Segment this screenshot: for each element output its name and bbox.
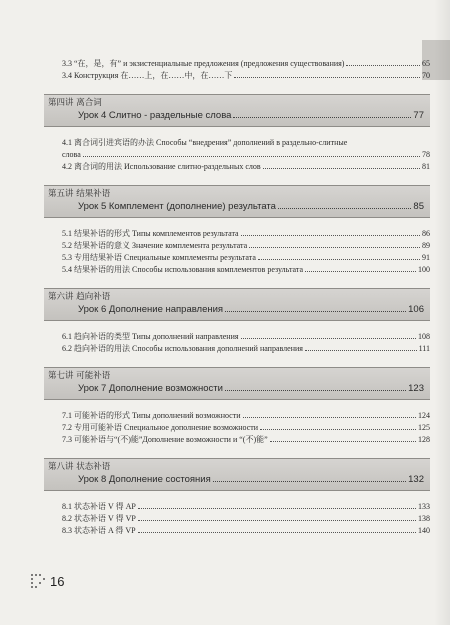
- toc-entry-title: 3.3 “在，是，有” и экзистенциальные предложения (предложения существования): [62, 59, 345, 68]
- toc-entry-title: 4.2 离合词的用法 Использование слитно-раздельных слов: [62, 162, 261, 171]
- toc-entry-page: 86: [422, 229, 430, 238]
- toc-entry-page: 108: [418, 332, 430, 341]
- toc-entry-page: 124: [418, 411, 430, 420]
- page-footer: [30, 573, 64, 589]
- toc-entry-title: 5.1 结果补语的形式 Типы комплементов результата: [62, 229, 239, 238]
- chapter-title-ru: Урок 7 Дополнение возможности: [78, 383, 223, 394]
- toc-entry-page: 140: [418, 526, 430, 535]
- chapter-page: 106: [408, 304, 424, 315]
- toc-entry-title: 7.3 可能补语与“(不)能”Дополнение возможности и “(不)能”: [62, 435, 268, 444]
- toc-entry-page: 81: [422, 162, 430, 171]
- chapter-3-entries: [44, 58, 430, 82]
- chapter-title-ru: Урок 4 Слитно - раздельные слова: [78, 110, 232, 121]
- chapter-title-zh: 第八讲 状态补语: [48, 462, 111, 472]
- leader-dots: [138, 520, 416, 521]
- chapter-heading-4[interactable]: [44, 94, 430, 127]
- chapter-title-ru-row: [44, 109, 430, 126]
- leader-dots: [305, 350, 417, 351]
- toc-entry-page: 138: [418, 514, 430, 523]
- toc-entry-page: 65: [422, 59, 430, 68]
- toc-entry-5-1[interactable]: [62, 228, 430, 240]
- toc-entry-title: 7.1 可能补语的形式 Типы дополнений возможности: [62, 411, 241, 420]
- toc-entry-page: 78: [422, 150, 430, 159]
- toc-entry-4-1[interactable]: [62, 137, 430, 161]
- leader-dots: [258, 259, 420, 260]
- toc-entry-page: 70: [422, 71, 430, 80]
- toc-entry-title-cont: слова: [62, 150, 81, 159]
- leader-dots: [278, 208, 411, 209]
- toc-entry-page: 89: [422, 241, 430, 250]
- toc-entry-title: 5.4 结果补语的用法 Способы использования комплементов результата: [62, 265, 304, 274]
- chapter-title-ru-row: [44, 473, 430, 490]
- toc-entry-title: 8.2 状态补语 V 得 VP: [62, 514, 136, 523]
- leader-dots: [225, 311, 406, 312]
- page-edge-shadow: [434, 0, 450, 625]
- toc-entry-8-2[interactable]: [62, 513, 430, 525]
- chapter-title-ru: Урок 8 Дополнение состояния: [78, 474, 211, 485]
- toc-entry-page: 125: [418, 423, 430, 432]
- toc-entry-page: 91: [422, 253, 430, 262]
- toc-entry-3-3[interactable]: [62, 58, 430, 70]
- toc-entry-7-3[interactable]: [62, 434, 430, 446]
- toc-entry-page: 133: [418, 502, 430, 511]
- toc-entry-title: 4.1 离合词引进宾语的办法 Способы “внедрения” дополнений в раздельно-слитные: [62, 138, 348, 147]
- toc-entry-page: 100: [418, 265, 430, 274]
- leader-dots: [225, 390, 406, 391]
- toc-entry-title: 8.3 状态补语 A 得 VP: [62, 526, 136, 535]
- chapter-title-zh: 第四讲 离合词: [48, 98, 102, 108]
- chapter-heading-5[interactable]: [44, 185, 430, 218]
- chapter-page: 77: [413, 110, 424, 121]
- leader-dots: [138, 532, 416, 533]
- leader-dots: [243, 417, 416, 418]
- dotted-square-ornament-icon: [30, 573, 46, 589]
- leader-dots: [249, 247, 420, 248]
- chapter-title-ru: Урок 5 Комплемент (дополнение) результата: [78, 201, 276, 212]
- chapter-title-ru: Урок 6 Дополнение направления: [78, 304, 224, 315]
- table-of-contents: [44, 58, 430, 537]
- leader-dots: [241, 338, 416, 339]
- toc-entry-title: 5.3 专用结果补语 Специальные комплементы результата: [62, 253, 256, 262]
- chapter-title-ru-row: [44, 200, 430, 217]
- toc-entry-8-3[interactable]: [62, 525, 430, 537]
- toc-entry-3-4[interactable]: [62, 70, 430, 82]
- chapter-heading-7[interactable]: [44, 367, 430, 400]
- toc-entry-5-3[interactable]: [62, 252, 430, 264]
- toc-entry-page: 128: [418, 435, 430, 444]
- leader-dots: [138, 508, 416, 509]
- chapter-title-ru-row: [44, 382, 430, 399]
- toc-entry-title: 3.4 Конструкция 在……上，在……中，在……下: [62, 71, 233, 80]
- chapter-title-ru-row: [44, 303, 430, 320]
- chapter-heading-8[interactable]: [44, 458, 430, 491]
- toc-entry-6-1[interactable]: [62, 331, 430, 343]
- toc-entry-title: 6.2 趋向补语的用法 Способы использования дополнений направления: [62, 344, 303, 353]
- page-number: 16: [50, 573, 65, 589]
- leader-dots: [305, 271, 416, 272]
- chapter-title-zh: 第七讲 可能补语: [48, 371, 111, 381]
- leader-dots: [346, 65, 420, 66]
- toc-entry-6-2[interactable]: [62, 343, 430, 355]
- leader-dots: [270, 441, 416, 442]
- chapter-title-zh: 第五讲 结果补语: [48, 189, 111, 199]
- leader-dots: [233, 117, 411, 118]
- leader-dots: [234, 77, 420, 78]
- chapter-title-zh: 第六讲 趋向补语: [48, 292, 111, 302]
- leader-dots: [213, 481, 406, 482]
- chapter-page: 85: [413, 201, 424, 212]
- leader-dots: [83, 156, 420, 157]
- chapter-heading-6[interactable]: [44, 288, 430, 321]
- toc-entry-7-2[interactable]: [62, 422, 430, 434]
- toc-entry-5-4[interactable]: [62, 264, 430, 276]
- chapter-page: 132: [408, 474, 424, 485]
- toc-entry-title: 6.1 趋向补语的类型 Типы дополнений направления: [62, 332, 239, 341]
- toc-entry-title: 5.2 结果补语的意义 Значение комплемента результата: [62, 241, 248, 250]
- toc-entry-5-2[interactable]: [62, 240, 430, 252]
- leader-dots: [260, 429, 416, 430]
- toc-entry-title: 7.2 专用可能补语 Специальное дополнение возможности: [62, 423, 259, 432]
- toc-entry-page: 111: [418, 344, 430, 353]
- toc-entry-7-1[interactable]: [62, 410, 430, 422]
- toc-entry-line2: [62, 149, 430, 161]
- toc-entry-title: 8.1 状态补语 V 得 AP: [62, 502, 136, 511]
- toc-entry-8-1[interactable]: [62, 501, 430, 513]
- toc-entry-4-2[interactable]: [62, 161, 430, 173]
- leader-dots: [241, 235, 420, 236]
- chapter-page: 123: [408, 383, 424, 394]
- leader-dots: [263, 168, 420, 169]
